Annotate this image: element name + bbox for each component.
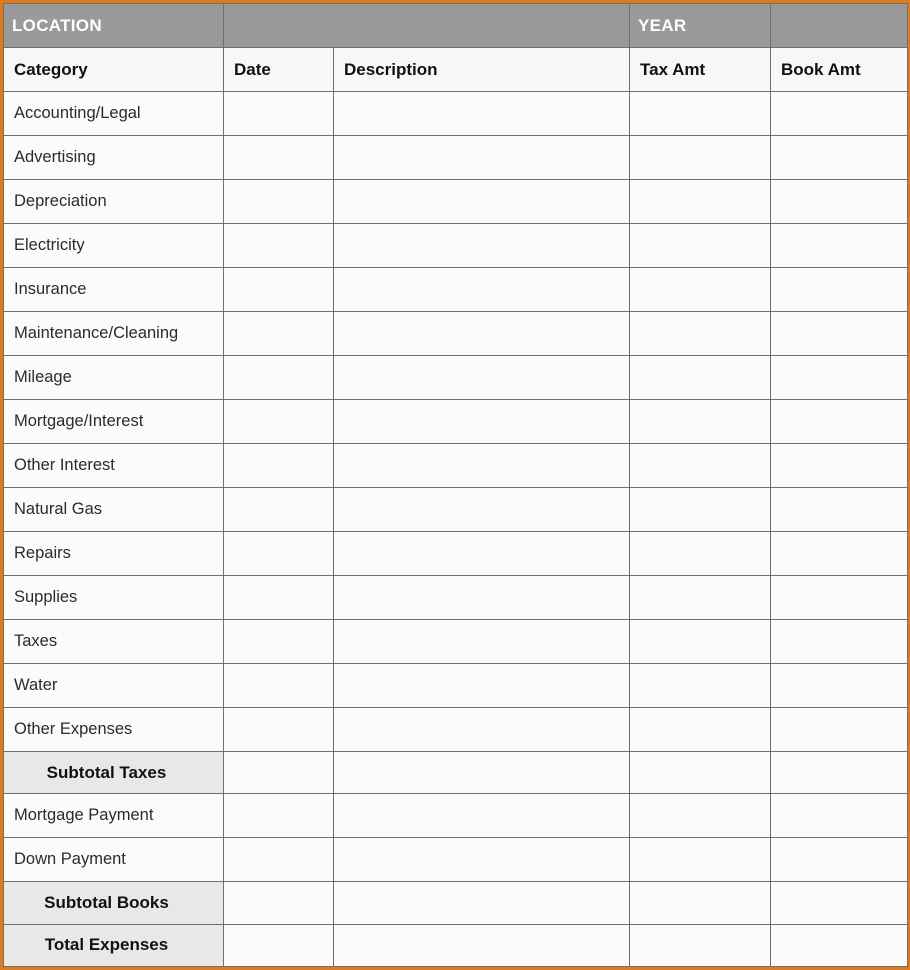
subtotal-taxes-description-field[interactable] [334, 752, 630, 794]
row-tax-amt-field[interactable] [630, 356, 771, 400]
column-header-description: Description [334, 48, 630, 92]
row-description-field[interactable] [334, 488, 630, 532]
row-date-field[interactable] [224, 400, 334, 444]
row-date-field[interactable] [224, 838, 334, 882]
row-date-field[interactable] [224, 224, 334, 268]
row-tax-amt-field[interactable] [630, 400, 771, 444]
row-book-amt-field[interactable] [771, 532, 908, 576]
row-description-field[interactable] [334, 268, 630, 312]
table-row [4, 488, 908, 532]
table-row [4, 794, 908, 838]
table-row [4, 356, 908, 400]
row-book-amt-field[interactable] [771, 444, 908, 488]
row-category-label: Accounting/Legal [4, 92, 224, 136]
subtotal-books-row [4, 882, 908, 924]
row-description-field[interactable] [334, 794, 630, 838]
row-description-field[interactable] [334, 664, 630, 708]
row-category-label: Advertising [4, 136, 224, 180]
row-category-label: Electricity [4, 224, 224, 268]
row-date-field[interactable] [224, 356, 334, 400]
row-tax-amt-field[interactable] [630, 180, 771, 224]
row-category-label: Depreciation [4, 180, 224, 224]
table-row [4, 838, 908, 882]
subtotal-books-book-amt-field[interactable] [771, 882, 908, 924]
row-book-amt-field[interactable] [771, 488, 908, 532]
row-tax-amt-field[interactable] [630, 444, 771, 488]
row-book-amt-field[interactable] [771, 838, 908, 882]
table-row [4, 136, 908, 180]
table-row [4, 444, 908, 488]
row-category-label: Down Payment [4, 838, 224, 882]
total-expenses-tax-amt-field[interactable] [630, 924, 771, 966]
total-expenses-row [4, 924, 908, 966]
row-description-field[interactable] [334, 708, 630, 752]
column-header-category: Category [4, 48, 224, 92]
total-expenses-label: Total Expenses [4, 924, 224, 966]
row-date-field[interactable] [224, 708, 334, 752]
row-category-label: Mortgage/Interest [4, 400, 224, 444]
row-category-label: Taxes [4, 620, 224, 664]
row-category-label: Mileage [4, 356, 224, 400]
row-tax-amt-field[interactable] [630, 312, 771, 356]
subtotal-books-label: Subtotal Books [4, 882, 224, 924]
row-category-label: Mortgage Payment [4, 794, 224, 838]
row-date-field[interactable] [224, 180, 334, 224]
row-book-amt-field[interactable] [771, 664, 908, 708]
row-tax-amt-field[interactable] [630, 224, 771, 268]
row-book-amt-field[interactable] [771, 794, 908, 838]
row-description-field[interactable] [334, 576, 630, 620]
banner-row [4, 4, 908, 48]
subtotal-books-date-field[interactable] [224, 882, 334, 924]
row-category-label: Insurance [4, 268, 224, 312]
row-book-amt-field[interactable] [771, 268, 908, 312]
subtotal-taxes-label: Subtotal Taxes [4, 752, 224, 794]
row-tax-amt-field[interactable] [630, 794, 771, 838]
table-row [4, 664, 908, 708]
column-header-date: Date [224, 48, 334, 92]
row-description-field[interactable] [334, 92, 630, 136]
subtotal-taxes-row [4, 752, 908, 794]
year-label: YEAR [630, 4, 771, 48]
row-category-label: Natural Gas [4, 488, 224, 532]
row-book-amt-field[interactable] [771, 92, 908, 136]
row-book-amt-field[interactable] [771, 356, 908, 400]
row-description-field[interactable] [334, 180, 630, 224]
row-description-field[interactable] [334, 620, 630, 664]
row-tax-amt-field[interactable] [630, 268, 771, 312]
row-description-field[interactable] [334, 400, 630, 444]
row-description-field[interactable] [334, 532, 630, 576]
row-date-field[interactable] [224, 576, 334, 620]
column-header-book-amt: Book Amt [771, 48, 908, 92]
row-category-label: Supplies [4, 576, 224, 620]
row-description-field[interactable] [334, 356, 630, 400]
row-date-field[interactable] [224, 444, 334, 488]
row-date-field[interactable] [224, 794, 334, 838]
table-row [4, 708, 908, 752]
expense-table-body [4, 4, 908, 967]
row-tax-amt-field[interactable] [630, 488, 771, 532]
table-row [4, 532, 908, 576]
column-header-tax-amt: Tax Amt [630, 48, 771, 92]
row-category-label: Water [4, 664, 224, 708]
row-description-field[interactable] [334, 136, 630, 180]
column-header-row [4, 48, 908, 92]
location-value-field[interactable] [224, 4, 630, 48]
row-tax-amt-field[interactable] [630, 136, 771, 180]
table-row [4, 92, 908, 136]
table-row [4, 268, 908, 312]
row-category-label: Repairs [4, 532, 224, 576]
row-date-field[interactable] [224, 136, 334, 180]
row-date-field[interactable] [224, 620, 334, 664]
row-date-field[interactable] [224, 532, 334, 576]
row-book-amt-field[interactable] [771, 312, 908, 356]
table-row [4, 180, 908, 224]
row-tax-amt-field[interactable] [630, 576, 771, 620]
row-date-field[interactable] [224, 664, 334, 708]
row-date-field[interactable] [224, 268, 334, 312]
row-book-amt-field[interactable] [771, 620, 908, 664]
row-tax-amt-field[interactable] [630, 838, 771, 882]
row-book-amt-field[interactable] [771, 708, 908, 752]
location-label: LOCATION [4, 4, 224, 48]
row-description-field[interactable] [334, 224, 630, 268]
subtotal-taxes-date-field[interactable] [224, 752, 334, 794]
subtotal-taxes-book-amt-field[interactable] [771, 752, 908, 794]
row-tax-amt-field[interactable] [630, 708, 771, 752]
table-row [4, 620, 908, 664]
row-book-amt-field[interactable] [771, 180, 908, 224]
row-tax-amt-field[interactable] [630, 664, 771, 708]
row-tax-amt-field[interactable] [630, 532, 771, 576]
expense-table [3, 3, 908, 967]
table-row [4, 576, 908, 620]
row-book-amt-field[interactable] [771, 224, 908, 268]
subtotal-books-tax-amt-field[interactable] [630, 882, 771, 924]
row-book-amt-field[interactable] [771, 136, 908, 180]
table-row [4, 312, 908, 356]
row-description-field[interactable] [334, 838, 630, 882]
row-category-label: Other Expenses [4, 708, 224, 752]
table-row [4, 400, 908, 444]
table-row [4, 224, 908, 268]
row-date-field[interactable] [224, 312, 334, 356]
row-date-field[interactable] [224, 92, 334, 136]
row-book-amt-field[interactable] [771, 576, 908, 620]
total-expenses-book-amt-field[interactable] [771, 924, 908, 966]
year-value-field[interactable] [771, 4, 908, 48]
total-expenses-date-field[interactable] [224, 924, 334, 966]
row-description-field[interactable] [334, 444, 630, 488]
row-category-label: Other Interest [4, 444, 224, 488]
row-book-amt-field[interactable] [771, 400, 908, 444]
row-date-field[interactable] [224, 488, 334, 532]
row-description-field[interactable] [334, 312, 630, 356]
subtotal-taxes-tax-amt-field[interactable] [630, 752, 771, 794]
subtotal-books-description-field[interactable] [334, 882, 630, 924]
row-category-label: Maintenance/Cleaning [4, 312, 224, 356]
row-tax-amt-field[interactable] [630, 620, 771, 664]
total-expenses-description-field[interactable] [334, 924, 630, 966]
row-tax-amt-field[interactable] [630, 92, 771, 136]
